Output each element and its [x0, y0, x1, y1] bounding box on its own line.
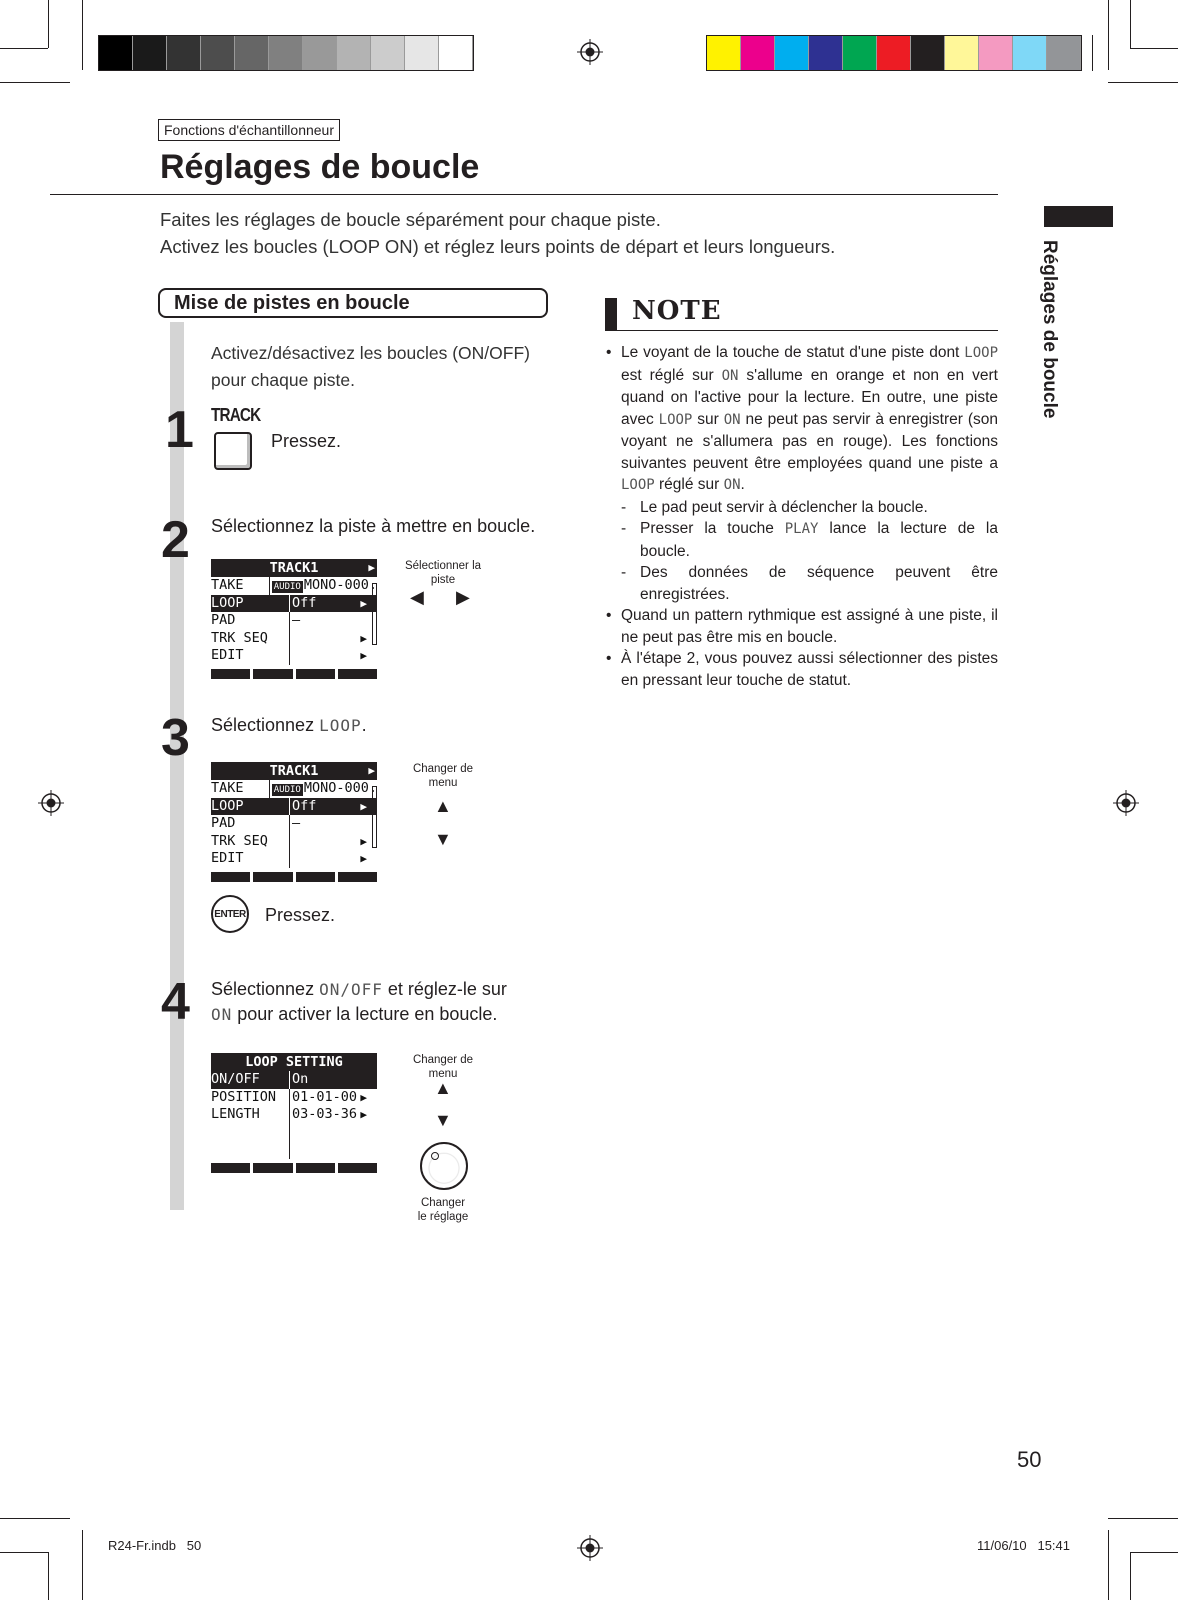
- color-patch: [775, 36, 809, 70]
- step-text: Pressez.: [265, 905, 336, 925]
- lcd-row-value: Off: [289, 798, 377, 816]
- lcd-row: [211, 833, 377, 851]
- note-divider: [605, 330, 998, 331]
- registration-mark-icon: [577, 1535, 603, 1561]
- caption-select-track: Sélectionner la piste: [404, 560, 482, 586]
- lcd-right-arrow-icon: ▶: [360, 596, 367, 610]
- step-text-part: .: [361, 715, 367, 735]
- gray-calibration-bar: [98, 35, 474, 71]
- note-sub-item: - Le pad peut servir à déclencher la boucle.: [621, 498, 928, 516]
- lcd-right-arrow-icon: ▶: [360, 631, 367, 645]
- track-key-label: TRACK: [211, 405, 261, 425]
- enter-key-label: ENTER: [214, 908, 246, 920]
- registration-mark-icon: [577, 39, 603, 65]
- lcd-row-label: POSITION: [211, 1088, 277, 1105]
- lcd-title: LOOP SETTING: [245, 1054, 343, 1070]
- intro-line: Faites les réglages de boucle séparément pour chaque piste.: [160, 209, 661, 230]
- color-patch: [741, 36, 775, 70]
- lcd-right-arrow-icon: ▶: [368, 561, 375, 574]
- step-number: 3: [161, 709, 188, 767]
- side-tab-title: Réglages de boucle: [1039, 240, 1060, 419]
- gray-patch: [167, 36, 201, 70]
- lcd-row-label: EDIT: [211, 850, 244, 866]
- caption-line: le réglage: [417, 1211, 469, 1223]
- step-text-part: et réglez-le sur: [382, 979, 507, 999]
- lcd-right-arrow-icon: ▶: [360, 1090, 367, 1104]
- lcd-row-label: EDIT: [211, 647, 244, 663]
- intro-line: Activez les boucles (LOOP ON) et réglez leurs points de départ et leurs longueurs.: [160, 236, 836, 257]
- category-label: Fonctions d'échantillonneur: [158, 119, 340, 141]
- note-bullet: • Quand un pattern rythmique est assigné à une piste, il ne peut pas être mis en boucle.: [606, 607, 998, 646]
- lcd-right-arrow-icon: ▶: [360, 799, 367, 813]
- lcd-row: [211, 1089, 377, 1107]
- note-title: NOTE: [632, 296, 722, 326]
- caption-change-menu: Changer de menu: [412, 1054, 474, 1080]
- print-slug-date: 11/06/10 15:41: [977, 1538, 1071, 1553]
- note-marker: [605, 298, 617, 330]
- registration-mark-icon: [38, 790, 64, 816]
- dial-icon: [420, 1142, 468, 1190]
- lcd-row: [211, 850, 377, 868]
- step-number: 2: [161, 511, 188, 569]
- lcd-row: [211, 815, 377, 833]
- step-text: Sélectionnez la piste à mettre en boucle.: [211, 516, 536, 536]
- color-patch: [911, 36, 945, 70]
- color-patch: [707, 36, 741, 70]
- title-divider: [50, 194, 998, 195]
- lcd-row: [211, 577, 377, 595]
- gray-patch: [99, 36, 133, 70]
- lcd-row-label: TAKE: [211, 577, 244, 593]
- lcd-row: [211, 1124, 377, 1142]
- lcd-screen-track: [211, 559, 377, 679]
- lcd-screen-track: [211, 762, 377, 882]
- color-patch: [809, 36, 843, 70]
- lcd-row-selected: [211, 798, 377, 816]
- print-slug-file: R24-Fr.indb 50: [108, 1538, 202, 1553]
- lcd-row-label: LOOP: [211, 797, 244, 814]
- lcd-row-value: MONO-000.: [303, 780, 377, 796]
- color-patch: [945, 36, 979, 70]
- page-title: Réglages de boucle: [160, 148, 480, 186]
- lcd-word: ON: [211, 1005, 233, 1024]
- left-arrow-icon: ◀: [410, 587, 424, 607]
- lcd-right-arrow-icon: ▶: [360, 649, 367, 662]
- note-bullet: • À l'étape 2, vous pouvez aussi sélectionner des pistes en pressant leur touche de statut.: [606, 650, 998, 689]
- step-text-part: Sélectionnez: [211, 715, 320, 735]
- lcd-row-label: TRK SEQ: [211, 832, 268, 849]
- page-number: 50: [1017, 1447, 1042, 1472]
- step-text: [211, 977, 551, 1027]
- section-heading-text: Mise de pistes en boucle: [174, 292, 410, 314]
- gray-patch: [439, 36, 473, 70]
- lcd-screen-loop-setting: [211, 1053, 377, 1173]
- lcd-title-bar: [211, 559, 377, 577]
- lcd-row-value: 03-03-36: [289, 1106, 377, 1124]
- color-calibration-bar: [706, 35, 1082, 71]
- lcd-row-selected: [211, 1071, 377, 1089]
- lcd-badge: AUDIO: [273, 582, 301, 592]
- intro-text: [160, 206, 835, 260]
- lcd-title-bar: [211, 1053, 377, 1071]
- up-arrow-icon: ▲: [434, 1078, 452, 1098]
- side-tab-marker: [1044, 206, 1113, 227]
- lcd-title-bar: [211, 762, 377, 780]
- lcd-scrollbar: [372, 786, 377, 848]
- note-sub-item: - Des données de séquence peuvent être enregistrées.: [621, 564, 998, 603]
- lcd-word: LOOP: [319, 716, 362, 735]
- enter-key-icon: [211, 895, 249, 933]
- note-body: [606, 342, 998, 691]
- gray-patch: [303, 36, 337, 70]
- lcd-title: TRACK1: [269, 763, 319, 779]
- lcd-row: [211, 647, 377, 665]
- lcd-row-label: LOOP: [211, 594, 244, 611]
- section-lead: Activez/désactivez les boucles (ON/OFF) pour chaque piste.: [211, 343, 530, 390]
- lcd-right-arrow-icon: ▶: [368, 764, 375, 777]
- lcd-right-arrow-icon: ▶: [360, 1108, 367, 1121]
- color-patch: [877, 36, 911, 70]
- caption-change-setting: [398, 1196, 488, 1224]
- lcd-row-value: –: [289, 815, 377, 833]
- lcd-row-value: 01-01-00: [289, 1089, 377, 1107]
- lcd-row: [211, 780, 377, 798]
- step-text: Pressez.: [271, 431, 342, 451]
- track-key-icon: [214, 432, 252, 470]
- lcd-row-label: TAKE: [211, 780, 244, 796]
- lcd-row-label: PAD: [211, 612, 236, 628]
- gray-patch: [405, 36, 439, 70]
- lcd-function-bar: [211, 1163, 377, 1173]
- down-arrow-icon: ▼: [434, 829, 452, 849]
- lcd-row-label: ON/OFF: [211, 1071, 260, 1087]
- lcd-row-label: PAD: [211, 815, 236, 831]
- note-sub-item: - Presser la touche PLAY lance la lecture de la boucle.: [621, 520, 998, 560]
- lcd-row-value: On: [289, 1071, 377, 1089]
- color-patch: [979, 36, 1013, 70]
- step-text-part: pour activer la lecture en boucle.: [232, 1004, 498, 1024]
- down-arrow-icon: ▼: [434, 1110, 452, 1130]
- lcd-row-label: LENGTH: [211, 1106, 260, 1122]
- color-patch: [843, 36, 877, 70]
- lcd-row-value: MONO-000.: [303, 577, 377, 593]
- lcd-right-arrow-icon: ▶: [360, 834, 367, 848]
- note-bullet: • Le voyant de la touche de statut d'une piste dont LOOP est réglé sur ON s'allume en orange et non en vert quand on l'active pour la lecture. En outre, une piste avec LOOP sur ON ne peut pas servir à enregistrer (son voyant ne s'allumera pas en rouge). Les fonctions suivantes peuvent être employées quand une piste a LOOP réglé sur ON.: [606, 344, 998, 493]
- lcd-row: [211, 1141, 377, 1159]
- lcd-row: [211, 630, 377, 648]
- section-heading: [158, 288, 548, 318]
- lcd-row: [211, 612, 377, 630]
- gray-patch: [133, 36, 167, 70]
- step-number: 4: [161, 973, 188, 1031]
- lcd-row-value: Off: [289, 595, 377, 613]
- gray-patch: [269, 36, 303, 70]
- caption-change-menu: Changer de menu: [412, 763, 474, 789]
- gray-patch: [371, 36, 405, 70]
- gray-patch: [235, 36, 269, 70]
- lcd-right-arrow-icon: ▶: [360, 852, 367, 865]
- gray-patch: [337, 36, 371, 70]
- up-arrow-icon: ▲: [434, 796, 452, 816]
- lcd-title: TRACK1: [269, 560, 319, 576]
- lcd-function-bar: [211, 669, 377, 679]
- lcd-row: [211, 1106, 377, 1124]
- lcd-row-label: TRK SEQ: [211, 629, 268, 646]
- lcd-function-bar: [211, 872, 377, 882]
- caption-line: Changer: [420, 1197, 466, 1209]
- lcd-scrollbar: [372, 583, 377, 645]
- step-text: [211, 713, 367, 738]
- step-text-part: Sélectionnez: [211, 979, 320, 999]
- lcd-word: ON/OFF: [319, 980, 383, 999]
- step-number: 1: [165, 401, 192, 459]
- color-patch: [1013, 36, 1047, 70]
- lcd-row-selected: [211, 595, 377, 613]
- registration-mark-icon: [1113, 790, 1139, 816]
- color-patch: [1047, 36, 1081, 70]
- lcd-row-value: –: [289, 612, 377, 630]
- lcd-badge: AUDIO: [273, 785, 301, 795]
- right-arrow-icon: ▶: [456, 587, 470, 607]
- gray-patch: [201, 36, 235, 70]
